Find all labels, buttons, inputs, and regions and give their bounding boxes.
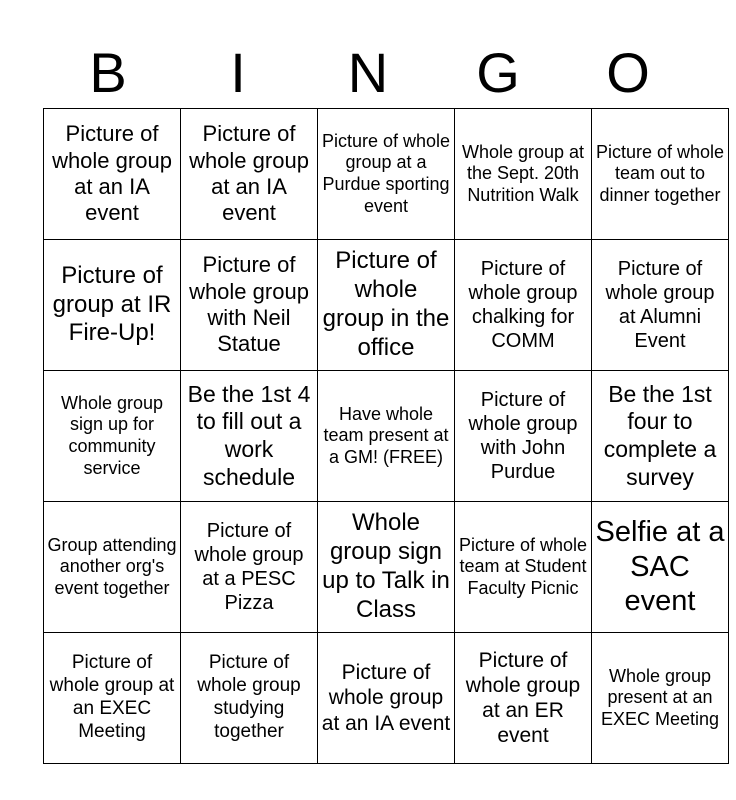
bingo-board <box>43 108 729 764</box>
bingo-cell[interactable]: Picture of whole group at an ER event <box>455 633 592 764</box>
bingo-cell[interactable]: Whole group present at an EXEC Meeting <box>592 633 729 764</box>
bingo-cell[interactable]: Picture of whole group at a Purdue sporting event <box>318 109 455 240</box>
board-row <box>44 109 729 240</box>
bingo-cell[interactable]: Picture of whole group at an IA event <box>318 633 455 764</box>
header-letter-b: B <box>89 41 127 104</box>
board-row <box>44 371 729 502</box>
bingo-cell[interactable]: Picture of whole group at an EXEC Meeting <box>44 633 181 764</box>
bingo-cell[interactable]: Picture of whole group at Alumni Event <box>592 240 729 371</box>
bingo-cell[interactable]: Picture of whole group at a PESC Pizza <box>181 502 318 633</box>
bingo-cell[interactable]: Picture of whole group studying together <box>181 633 318 764</box>
bingo-cell[interactable]: Selfie at a SAC event <box>592 502 729 633</box>
bingo-cell[interactable]: Picture of whole group at an IA event <box>44 109 181 240</box>
bingo-cell[interactable]: Picture of whole group at an IA event <box>181 109 318 240</box>
bingo-header <box>43 42 693 104</box>
bingo-cell[interactable]: Whole group sign up for community service <box>44 371 181 502</box>
bingo-cell[interactable]: Picture of whole group chalking for COMM <box>455 240 592 371</box>
bingo-cell[interactable]: Picture of group at IR Fire-Up! <box>44 240 181 371</box>
bingo-cell[interactable]: Picture of whole group with Neil Statue <box>181 240 318 371</box>
bingo-cell[interactable]: Picture of whole group in the office <box>318 240 455 371</box>
bingo-cell[interactable]: Picture of whole team at Student Faculty Picnic <box>455 502 592 633</box>
header-letter-o: O <box>606 41 650 104</box>
bingo-cell[interactable]: Be the 1st four to complete a survey <box>592 371 729 502</box>
header-letter-g: G <box>476 41 520 104</box>
board-row <box>44 633 729 764</box>
bingo-cell[interactable]: Have whole team present at a GM! (FREE) <box>318 371 455 502</box>
board-row <box>44 502 729 633</box>
bingo-cell[interactable]: Be the 1st 4 to fill out a work schedule <box>181 371 318 502</box>
header-letter-i: I <box>230 41 246 104</box>
bingo-cell[interactable]: Picture of whole group with John Purdue <box>455 371 592 502</box>
bingo-cell[interactable]: Whole group at the Sept. 20th Nutrition Walk <box>455 109 592 240</box>
board-row <box>44 240 729 371</box>
bingo-cell[interactable]: Picture of whole team out to dinner together <box>592 109 729 240</box>
header-letter-n: N <box>347 41 389 104</box>
bingo-cell[interactable]: Whole group sign up to Talk in Class <box>318 502 455 633</box>
bingo-cell[interactable]: Group attending another org's event together <box>44 502 181 633</box>
